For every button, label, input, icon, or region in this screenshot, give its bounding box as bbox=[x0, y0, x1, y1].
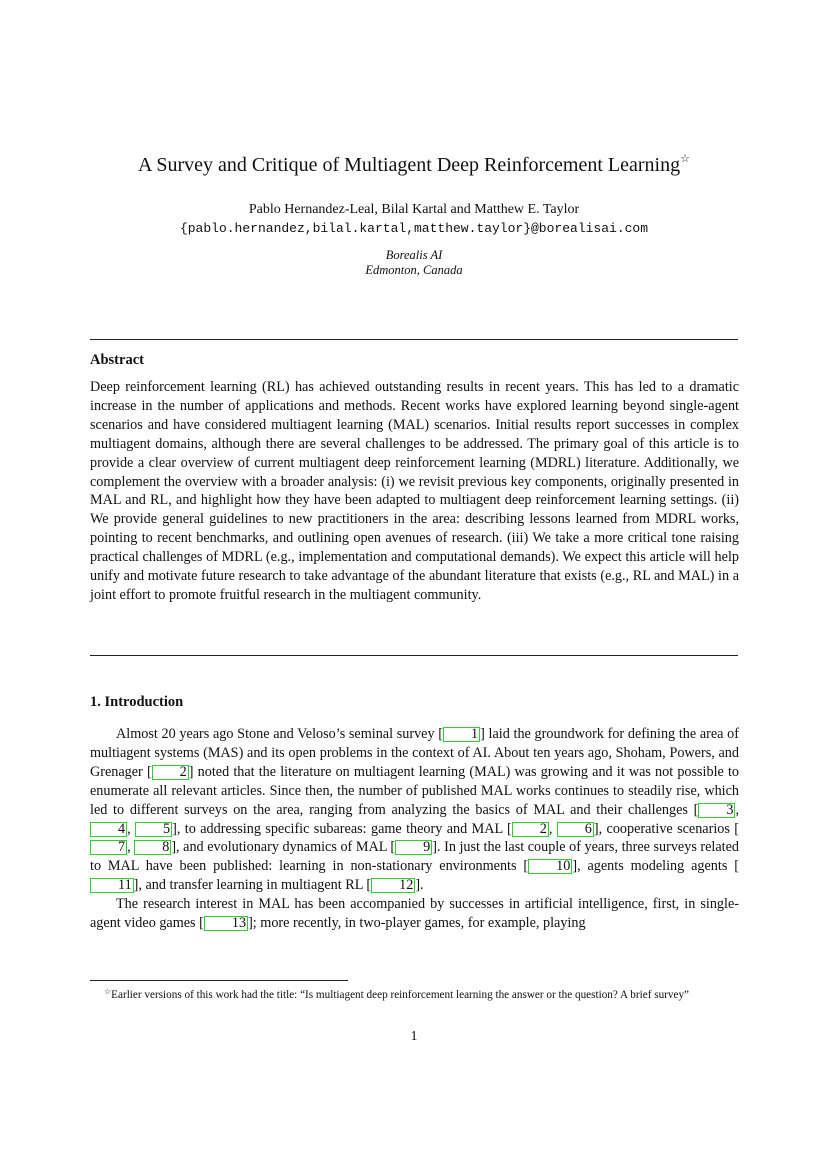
footnote bbox=[90, 984, 739, 1003]
paper-title-text: A Survey and Critique of Multiagent Deep Reinforcement Learning bbox=[138, 154, 681, 176]
title-footnote-mark[interactable]: ☆ bbox=[680, 153, 690, 165]
section-heading-introduction: 1. Introduction bbox=[90, 694, 184, 710]
affiliation-org: Borealis AI bbox=[385, 248, 443, 262]
citation-link[interactable]: 11 bbox=[90, 878, 134, 893]
citation-link[interactable]: 1 bbox=[443, 727, 480, 742]
introduction-paragraph-1: Almost 20 years ago Stone and Veloso’s seminal survey [ 1 ] laid the groundwork for defining the area of multiagent systems (MAS) and its open problems in the context of AI. About ten years ago, Shoham, Powers, and Grenager [ 2 ] noted that the literature on multiagent learning (MAL) was growing and it was not possible to enumerate all relevant articles. Since then, the number of published MAL works continues to steadily rise, which led to different surveys on the area, ranging from analyzing the basics of MAL and their challenges [ 3 , 4 , 5 ], to addressing specific subareas: game theory and MAL [ 2 , 6 ], cooperative scenarios [7 , 8 ], and evolutionary dynamics of MAL [ 9 ]. In just the last couple of years, three surveys related to MAL have been published: learning in non-stationary environments [ 10 ], agents modeling agents [11 ], and transfer learning in multiagent RL [ 12 ]. bbox=[90, 726, 740, 894]
author-list: Pablo Hernandez-Leal, Bilal Kartal and Matthew E. Taylor bbox=[248, 202, 580, 217]
citation-link[interactable]: 2 bbox=[512, 822, 549, 837]
abstract-heading: Abstract bbox=[90, 352, 144, 368]
introduction-paragraph-2: The research interest in MAL has been accompanied by successes in artificial intelligence, first, in single-agent video games [ 13 ]; more recently, in two-player games, for example, playing bbox=[90, 896, 739, 932]
page-number: 1 bbox=[410, 1029, 418, 1044]
paper-title bbox=[0, 152, 828, 177]
abstract-top-rule bbox=[90, 339, 738, 340]
introduction-body bbox=[90, 725, 739, 933]
footnote-text: Earlier versions of this work had the title: “Is multiagent deep reinforcement learning the answer or the question? A brief survey” bbox=[111, 989, 690, 1001]
author-emails[interactable]: {pablo.hernandez,bilal.kartal,matthew.taylor}@borealisai.com bbox=[179, 221, 649, 236]
footnote-rule bbox=[90, 980, 348, 981]
citation-link[interactable]: 8 bbox=[134, 840, 171, 855]
citation-link[interactable]: 7 bbox=[90, 840, 127, 855]
citation-link[interactable]: 2 bbox=[152, 765, 189, 780]
abstract-text: Deep reinforcement learning (RL) has achieved outstanding results in recent years. This has led to a dramatic increase in the number of applications and methods. Recent works have explored learning beyond single-agent scenarios and have considered multiagent learning (MAL) scenarios. Initial results report successes in complex multiagent domains, although there are several challenges to be addressed. The primary goal of this article is to provide a clear overview of current multiagent deep reinforcement learning (MDRL) literature. Additionally, we complement the overview with a broader analysis: (i) we revisit previous key components, originally presented in MAL and RL, and highlight how they have been adapted to multiagent deep reinforcement learning settings. (ii) We provide general guidelines to new practitioners in the area: describing lessons learned from MDRL works, pointing to recent benchmarks, and outlining open avenues of research. (iii) We take a more critical tone raising practical challenges of MDRL (e.g., implementation and computational demands). We expect this article will help unify and motivate future research to take advantage of the abundant literature that exists (e.g., RL and MAL) in a joint effort to promote fruitful research in the multiagent community. bbox=[90, 379, 739, 603]
abstract-bottom-rule bbox=[90, 655, 738, 656]
citation-link[interactable]: 3 bbox=[698, 803, 735, 818]
citation-link[interactable]: 13 bbox=[204, 916, 248, 931]
footnote-mark: ☆ bbox=[104, 987, 112, 996]
affiliation-location: Edmonton, Canada bbox=[365, 263, 463, 277]
citation-link[interactable]: 12 bbox=[371, 878, 415, 893]
citation-link[interactable]: 10 bbox=[528, 859, 572, 874]
citation-link[interactable]: 9 bbox=[395, 840, 432, 855]
citation-link[interactable]: 5 bbox=[135, 822, 172, 837]
citation-link[interactable]: 6 bbox=[557, 822, 594, 837]
citation-link[interactable]: 4 bbox=[90, 822, 127, 837]
